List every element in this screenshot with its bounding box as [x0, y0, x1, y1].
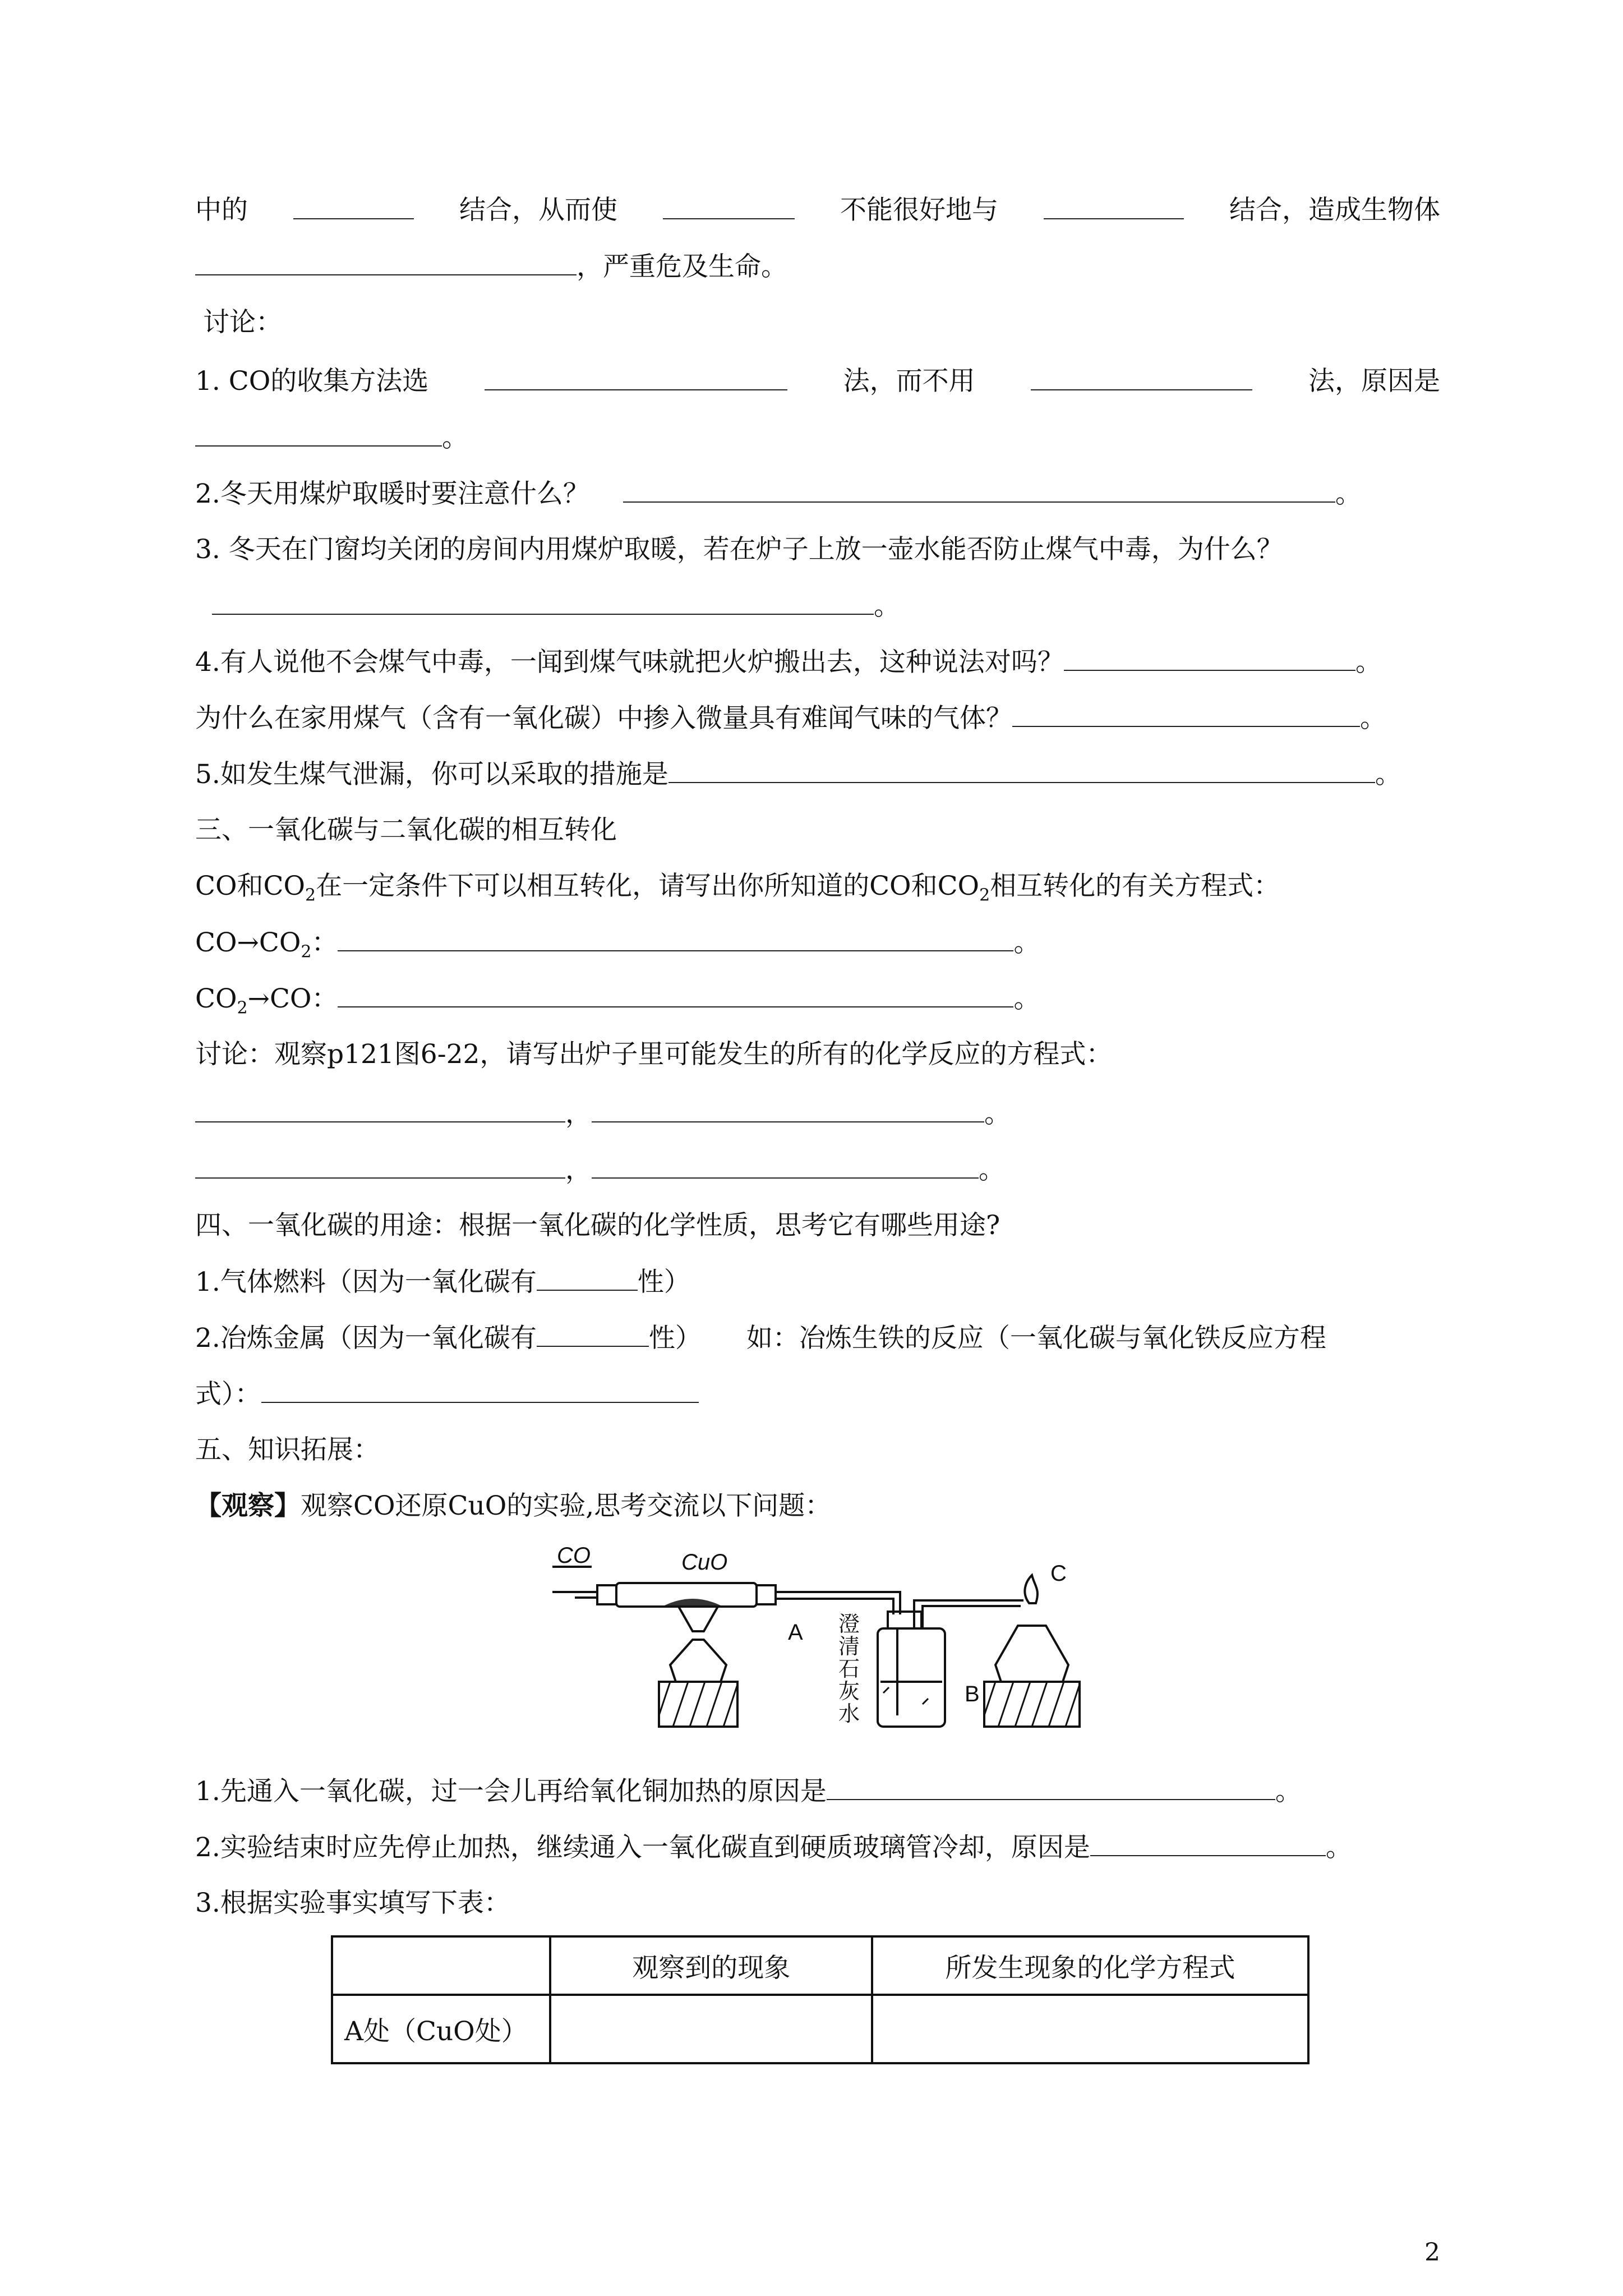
- text: 2.冬天用煤炉取暖时要注意什么？: [195, 478, 589, 509]
- label-limewater: 清: [838, 1634, 860, 1659]
- blank[interactable]: [1044, 194, 1184, 219]
- text: 不能很好地与: [840, 195, 998, 226]
- discussion-heading: 讨论：: [203, 307, 282, 338]
- blank[interactable]: [668, 757, 1375, 783]
- hatch-line: [1066, 1685, 1080, 1727]
- text: 5.如发生煤气泄漏，你可以采取的措施是: [195, 759, 668, 790]
- blank[interactable]: [1090, 1830, 1326, 1856]
- blank[interactable]: [592, 1153, 979, 1179]
- blank[interactable]: [592, 1097, 984, 1122]
- hatch-line: [707, 1682, 722, 1727]
- section-3-title: 三、一氧化碳与二氧化碳的相互转化: [195, 815, 617, 845]
- hatch-line: [1015, 1682, 1030, 1727]
- question-5: [195, 757, 1440, 792]
- text: CO: [195, 983, 237, 1014]
- text: 为什么在家用煤气（含有一氧化碳）中掺入微量具有难闻气味的气体？: [195, 703, 1012, 734]
- hatch-line: [923, 1699, 928, 1704]
- text: 中的: [195, 195, 248, 226]
- label-limewater: 石: [838, 1657, 860, 1681]
- blank[interactable]: [195, 250, 577, 275]
- question-2: [195, 477, 1440, 511]
- equation-co-to-co2: [195, 926, 1440, 960]
- burner-a: [670, 1640, 726, 1682]
- observation-table: [331, 1935, 1310, 2064]
- hatch-line: [723, 1685, 737, 1727]
- blank[interactable]: [195, 421, 442, 447]
- hatch-line: [659, 1682, 670, 1715]
- text: 观察CO还原CuO的实验,思考交流以下问题：: [301, 1490, 832, 1521]
- page-number: 2: [1424, 2238, 1440, 2267]
- flame-a: [679, 1607, 718, 1631]
- connector-tube: [776, 1592, 900, 1614]
- text: 结合，从而使: [459, 195, 617, 226]
- text: 性）: [637, 1267, 690, 1297]
- text: ：: [311, 927, 338, 958]
- table-header-cell: 所发生现象的化学方程式: [872, 1936, 1308, 1995]
- blank[interactable]: [1064, 645, 1355, 671]
- text: ，: [565, 1098, 592, 1129]
- text: CO和CO: [195, 871, 305, 901]
- text: 。: [979, 1154, 1005, 1185]
- outlet-tube: [923, 1606, 1021, 1628]
- subscript: 2: [237, 998, 248, 1018]
- label-limewater: 水: [838, 1701, 860, 1726]
- hatch-line: [1049, 1682, 1064, 1727]
- label-c: C: [1050, 1561, 1067, 1586]
- outlet-tube: [914, 1600, 1023, 1628]
- text: 1.先通入一氧化碳，过一会儿再给氧化铜加热的原因是: [195, 1776, 827, 1807]
- blank[interactable]: [537, 1321, 649, 1347]
- blank[interactable]: [623, 477, 1335, 503]
- subscript: 2: [305, 885, 316, 905]
- blank[interactable]: [663, 194, 795, 219]
- observe-line: [195, 1489, 1440, 1523]
- question-3-cont: [212, 589, 1457, 623]
- text: 2.冶炼金属（因为一氧化碳有: [195, 1323, 537, 1354]
- text: 。: [1360, 703, 1386, 734]
- text: 式）：: [195, 1379, 261, 1410]
- text: 。: [874, 591, 900, 622]
- flame-c: [1025, 1575, 1038, 1603]
- practice-2: [195, 1830, 1440, 1865]
- right-stopper: [757, 1585, 776, 1604]
- cuo-powder: [665, 1599, 721, 1605]
- furnace-equations-row-1: [195, 1097, 1440, 1131]
- practice-3: 3.根据实验事实填写下表：: [195, 1888, 510, 1918]
- section-4-title: 四、一氧化碳的用途：根据一氧化碳的化学性质，思考它有哪些用途?: [195, 1210, 1000, 1241]
- subscript: 2: [301, 942, 312, 962]
- text: 。: [1335, 478, 1362, 509]
- text: ，严重危及生命。: [577, 251, 787, 282]
- table-header-cell: [332, 1936, 550, 1995]
- text: 。: [984, 1098, 1011, 1129]
- discussion-2: 讨论：观察p121图6-22，请写出炉子里可能发生的所有的化学反应的方程式：: [195, 1039, 1113, 1070]
- label-cuo: CuO: [681, 1550, 728, 1575]
- use-1: [195, 1265, 1440, 1299]
- table-header-row: [332, 1936, 1308, 1995]
- equation-co2-to-co: [195, 982, 1440, 1016]
- left-stopper: [597, 1585, 616, 1604]
- text: 相互转化的有关方程式：: [990, 871, 1280, 901]
- label-a: A: [788, 1620, 803, 1645]
- label-co: CO: [557, 1547, 591, 1568]
- blank[interactable]: [261, 1377, 699, 1403]
- text: 。: [1013, 983, 1040, 1014]
- blank[interactable]: [293, 194, 414, 219]
- use-2: [195, 1321, 1440, 1355]
- text: 在一定条件下可以相互转化，请写出你所知道的CO和CO: [316, 871, 980, 901]
- line-1: [195, 194, 1440, 227]
- table-cell: A处（CuO处）: [332, 1995, 550, 2063]
- text: 法，原因是: [1308, 366, 1440, 397]
- hatch-line: [984, 1682, 995, 1715]
- hatch-line: [673, 1682, 688, 1727]
- blank[interactable]: [1031, 365, 1252, 390]
- section-3-intro: [195, 869, 1440, 903]
- hatch-line: [1032, 1682, 1047, 1727]
- label-limewater: 澄: [838, 1612, 860, 1636]
- text: 。: [1275, 1776, 1302, 1807]
- furnace-equations-row-2: [195, 1153, 1440, 1187]
- question-3: 3. 冬天在门窗均关闭的房间内用煤炉取暖，若在炉子上放一壶水能否防止煤气中毒，为什么？: [195, 534, 1283, 565]
- blank[interactable]: [338, 982, 1013, 1007]
- hatch-line: [998, 1682, 1013, 1727]
- text: →CO：: [247, 983, 338, 1014]
- blank[interactable]: [212, 589, 874, 615]
- text: 。: [1013, 927, 1040, 958]
- stand-c: [984, 1682, 1080, 1727]
- blank[interactable]: [1012, 701, 1360, 727]
- question-1-cont: [195, 421, 1440, 455]
- connector-tube: [776, 1599, 893, 1614]
- blank[interactable]: [485, 365, 787, 390]
- text: 性）: [648, 1323, 702, 1354]
- text: 。: [1325, 1832, 1352, 1863]
- use-2-cont: [195, 1377, 1440, 1411]
- text: 1.气体燃料（因为一氧化碳有: [195, 1267, 537, 1297]
- text: 。: [1355, 647, 1382, 678]
- observe-tag: 【观察】: [195, 1490, 301, 1521]
- table-row: [332, 1995, 1308, 2063]
- blank[interactable]: [195, 1097, 565, 1122]
- text: 法，而不用: [843, 366, 975, 397]
- section-5-title: 五、知识拓展：: [195, 1434, 380, 1465]
- blank[interactable]: [195, 1153, 565, 1179]
- table-header-cell: 观察到的现象: [550, 1936, 872, 1995]
- question-1: [195, 365, 1440, 398]
- text: 结合，造成生物体: [1229, 195, 1440, 226]
- blank[interactable]: [537, 1265, 638, 1291]
- blank[interactable]: [827, 1774, 1275, 1800]
- subscript: 2: [979, 885, 990, 905]
- text: CO→CO: [195, 927, 301, 958]
- table-cell[interactable]: [872, 1995, 1308, 2063]
- text: 2.实验结束时应先停止加热，继续通入一氧化碳直到硬质玻璃管冷却，原因是: [195, 1832, 1090, 1863]
- bottle-b: [878, 1628, 945, 1727]
- text: 1. CO的收集方法选: [195, 366, 429, 397]
- blank[interactable]: [338, 926, 1013, 951]
- text: 4.有人说他不会煤气中毒，一闻到煤气味就把火炉搬出去，这种说法对吗？: [195, 647, 1064, 678]
- text: ，: [565, 1154, 592, 1185]
- question-4: [195, 645, 1440, 679]
- text: 如：冶炼生铁的反应（一氧化碳与氧化铁反应方程: [746, 1323, 1326, 1354]
- apparatus-diagram: [552, 1547, 1124, 1749]
- question-4-b: [195, 701, 1440, 735]
- text: 。: [1375, 759, 1401, 790]
- hatch-line: [690, 1682, 705, 1727]
- practice-1: [195, 1774, 1440, 1809]
- table-cell[interactable]: [550, 1995, 872, 2063]
- label-limewater: 灰: [838, 1679, 860, 1704]
- label-b: B: [965, 1682, 980, 1706]
- line-2: [195, 250, 1440, 284]
- hatch-line: [883, 1687, 889, 1693]
- burner-c: [995, 1626, 1068, 1682]
- text: 。: [442, 422, 468, 453]
